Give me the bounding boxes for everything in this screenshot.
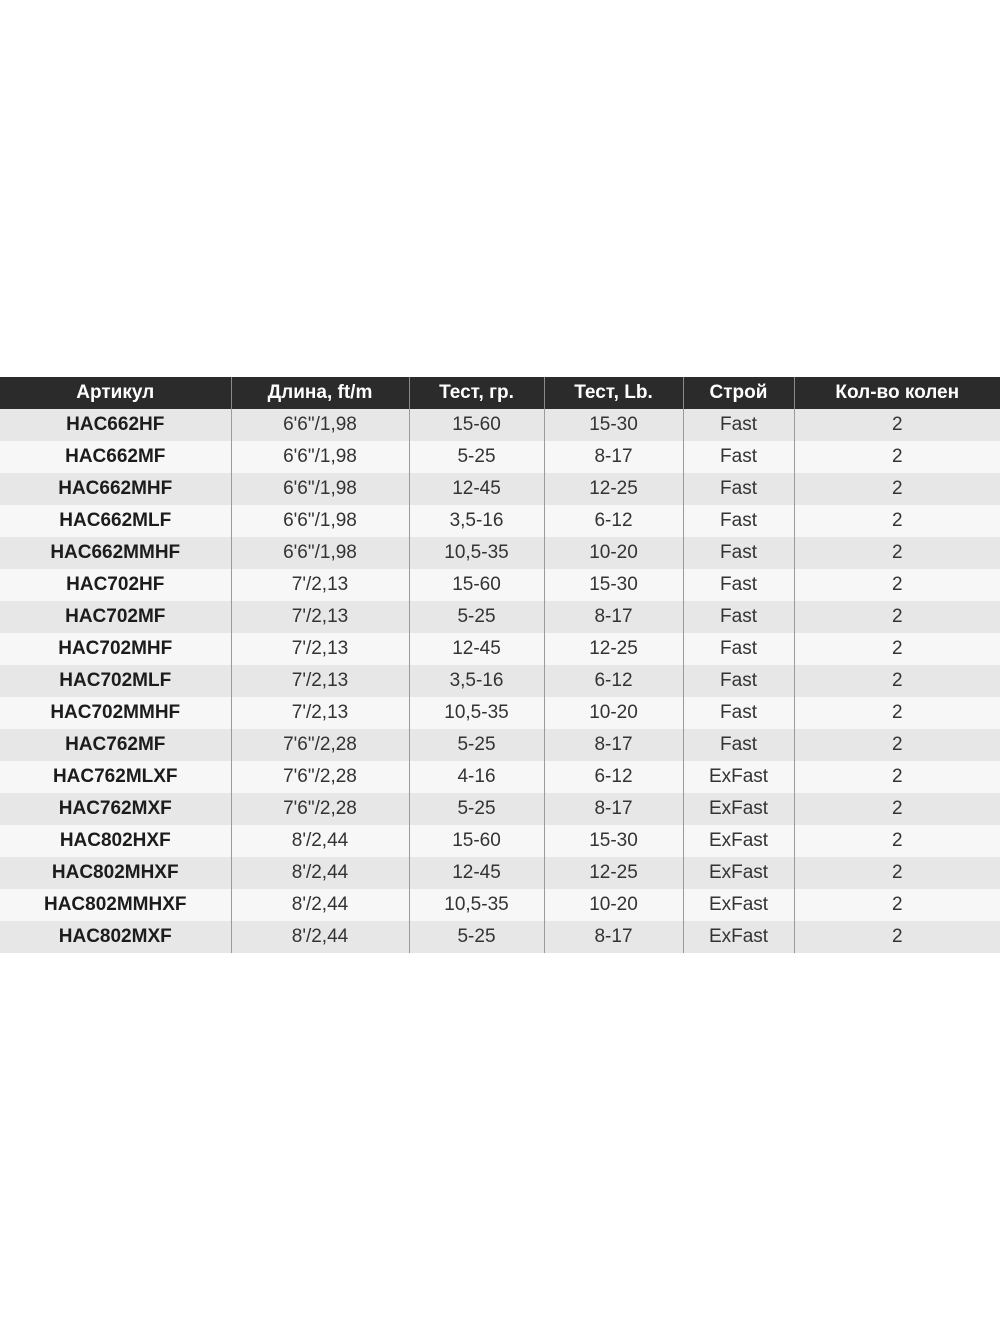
test-grams-cell: 5-25 [409, 793, 544, 825]
action-cell: Fast [683, 505, 794, 537]
table-row [0, 921, 1000, 953]
table-row [0, 889, 1000, 921]
article-cell: HAC702HF [0, 569, 231, 601]
table-row [0, 793, 1000, 825]
length-cell: 8'/2,44 [231, 889, 409, 921]
test-grams-cell: 3,5-16 [409, 505, 544, 537]
test-lb-cell: 6-12 [544, 665, 683, 697]
test-lb-cell: 10-20 [544, 697, 683, 729]
test-grams-cell: 15-60 [409, 569, 544, 601]
header-test-lb: Тест, Lb. [544, 377, 683, 409]
sections-cell: 2 [794, 697, 1000, 729]
table-row [0, 537, 1000, 569]
table-row [0, 409, 1000, 441]
length-cell: 6'6"/1,98 [231, 441, 409, 473]
action-cell: Fast [683, 441, 794, 473]
length-cell: 7'/2,13 [231, 665, 409, 697]
test-grams-cell: 12-45 [409, 633, 544, 665]
test-lb-cell: 12-25 [544, 633, 683, 665]
test-grams-cell: 10,5-35 [409, 697, 544, 729]
table-row [0, 601, 1000, 633]
sections-cell: 2 [794, 473, 1000, 505]
action-cell: ExFast [683, 857, 794, 889]
sections-cell: 2 [794, 441, 1000, 473]
article-cell: HAC662MMHF [0, 537, 231, 569]
test-lb-cell: 15-30 [544, 409, 683, 441]
action-cell: ExFast [683, 761, 794, 793]
article-cell: HAC702MF [0, 601, 231, 633]
sections-cell: 2 [794, 665, 1000, 697]
article-cell: HAC702MLF [0, 665, 231, 697]
sections-cell: 2 [794, 633, 1000, 665]
test-lb-cell: 10-20 [544, 537, 683, 569]
sections-cell: 2 [794, 857, 1000, 889]
test-lb-cell: 8-17 [544, 601, 683, 633]
test-lb-cell: 15-30 [544, 569, 683, 601]
action-cell: Fast [683, 697, 794, 729]
article-cell: HAC662HF [0, 409, 231, 441]
test-lb-cell: 12-25 [544, 473, 683, 505]
header-sections: Кол-во колен [794, 377, 1000, 409]
test-lb-cell: 8-17 [544, 729, 683, 761]
test-lb-cell: 8-17 [544, 921, 683, 953]
sections-cell: 2 [794, 729, 1000, 761]
sections-cell: 2 [794, 761, 1000, 793]
action-cell: Fast [683, 473, 794, 505]
test-lb-cell: 8-17 [544, 441, 683, 473]
test-grams-cell: 15-60 [409, 409, 544, 441]
test-grams-cell: 3,5-16 [409, 665, 544, 697]
length-cell: 7'6"/2,28 [231, 729, 409, 761]
table-row [0, 569, 1000, 601]
test-grams-cell: 10,5-35 [409, 537, 544, 569]
article-cell: HAC802MXF [0, 921, 231, 953]
test-lb-cell: 10-20 [544, 889, 683, 921]
test-grams-cell: 10,5-35 [409, 889, 544, 921]
table-row [0, 441, 1000, 473]
sections-cell: 2 [794, 825, 1000, 857]
action-cell: ExFast [683, 921, 794, 953]
article-cell: HAC762MLXF [0, 761, 231, 793]
sections-cell: 2 [794, 505, 1000, 537]
test-grams-cell: 5-25 [409, 441, 544, 473]
action-cell: Fast [683, 665, 794, 697]
table-row [0, 697, 1000, 729]
length-cell: 8'/2,44 [231, 857, 409, 889]
header-test-grams: Тест, гр. [409, 377, 544, 409]
action-cell: Fast [683, 729, 794, 761]
header-length: Длина, ft/m [231, 377, 409, 409]
article-cell: HAC802MHXF [0, 857, 231, 889]
sections-cell: 2 [794, 921, 1000, 953]
test-lb-cell: 6-12 [544, 505, 683, 537]
sections-cell: 2 [794, 889, 1000, 921]
table-row [0, 633, 1000, 665]
sections-cell: 2 [794, 537, 1000, 569]
length-cell: 7'/2,13 [231, 569, 409, 601]
table-row [0, 505, 1000, 537]
action-cell: Fast [683, 633, 794, 665]
test-lb-cell: 6-12 [544, 761, 683, 793]
length-cell: 8'/2,44 [231, 825, 409, 857]
article-cell: HAC662MLF [0, 505, 231, 537]
sections-cell: 2 [794, 601, 1000, 633]
table-row [0, 857, 1000, 889]
article-cell: HAC702MHF [0, 633, 231, 665]
length-cell: 6'6"/1,98 [231, 409, 409, 441]
table-row [0, 665, 1000, 697]
table-row [0, 473, 1000, 505]
table-body [0, 409, 1000, 953]
sections-cell: 2 [794, 569, 1000, 601]
test-lb-cell: 8-17 [544, 793, 683, 825]
action-cell: ExFast [683, 793, 794, 825]
action-cell: ExFast [683, 825, 794, 857]
article-cell: HAC802MMHXF [0, 889, 231, 921]
header-row [0, 377, 1000, 409]
length-cell: 7'/2,13 [231, 697, 409, 729]
article-cell: HAC702MMHF [0, 697, 231, 729]
table-row [0, 761, 1000, 793]
action-cell: ExFast [683, 889, 794, 921]
header-article: Артикул [0, 377, 231, 409]
sections-cell: 2 [794, 793, 1000, 825]
test-grams-cell: 5-25 [409, 729, 544, 761]
test-grams-cell: 4-16 [409, 761, 544, 793]
action-cell: Fast [683, 537, 794, 569]
test-grams-cell: 5-25 [409, 921, 544, 953]
length-cell: 7'6"/2,28 [231, 793, 409, 825]
test-grams-cell: 12-45 [409, 473, 544, 505]
article-cell: HAC662MHF [0, 473, 231, 505]
table-row [0, 729, 1000, 761]
header-action: Строй [683, 377, 794, 409]
article-cell: HAC662MF [0, 441, 231, 473]
action-cell: Fast [683, 601, 794, 633]
test-lb-cell: 15-30 [544, 825, 683, 857]
sections-cell: 2 [794, 409, 1000, 441]
table-header [0, 377, 1000, 409]
action-cell: Fast [683, 409, 794, 441]
length-cell: 7'6"/2,28 [231, 761, 409, 793]
test-grams-cell: 15-60 [409, 825, 544, 857]
length-cell: 7'/2,13 [231, 633, 409, 665]
test-grams-cell: 5-25 [409, 601, 544, 633]
article-cell: HAC802HXF [0, 825, 231, 857]
article-cell: HAC762MXF [0, 793, 231, 825]
test-grams-cell: 12-45 [409, 857, 544, 889]
length-cell: 6'6"/1,98 [231, 537, 409, 569]
rod-spec-table [0, 377, 1000, 953]
article-cell: HAC762MF [0, 729, 231, 761]
length-cell: 6'6"/1,98 [231, 473, 409, 505]
length-cell: 7'/2,13 [231, 601, 409, 633]
length-cell: 8'/2,44 [231, 921, 409, 953]
action-cell: Fast [683, 569, 794, 601]
table-row [0, 825, 1000, 857]
length-cell: 6'6"/1,98 [231, 505, 409, 537]
test-lb-cell: 12-25 [544, 857, 683, 889]
